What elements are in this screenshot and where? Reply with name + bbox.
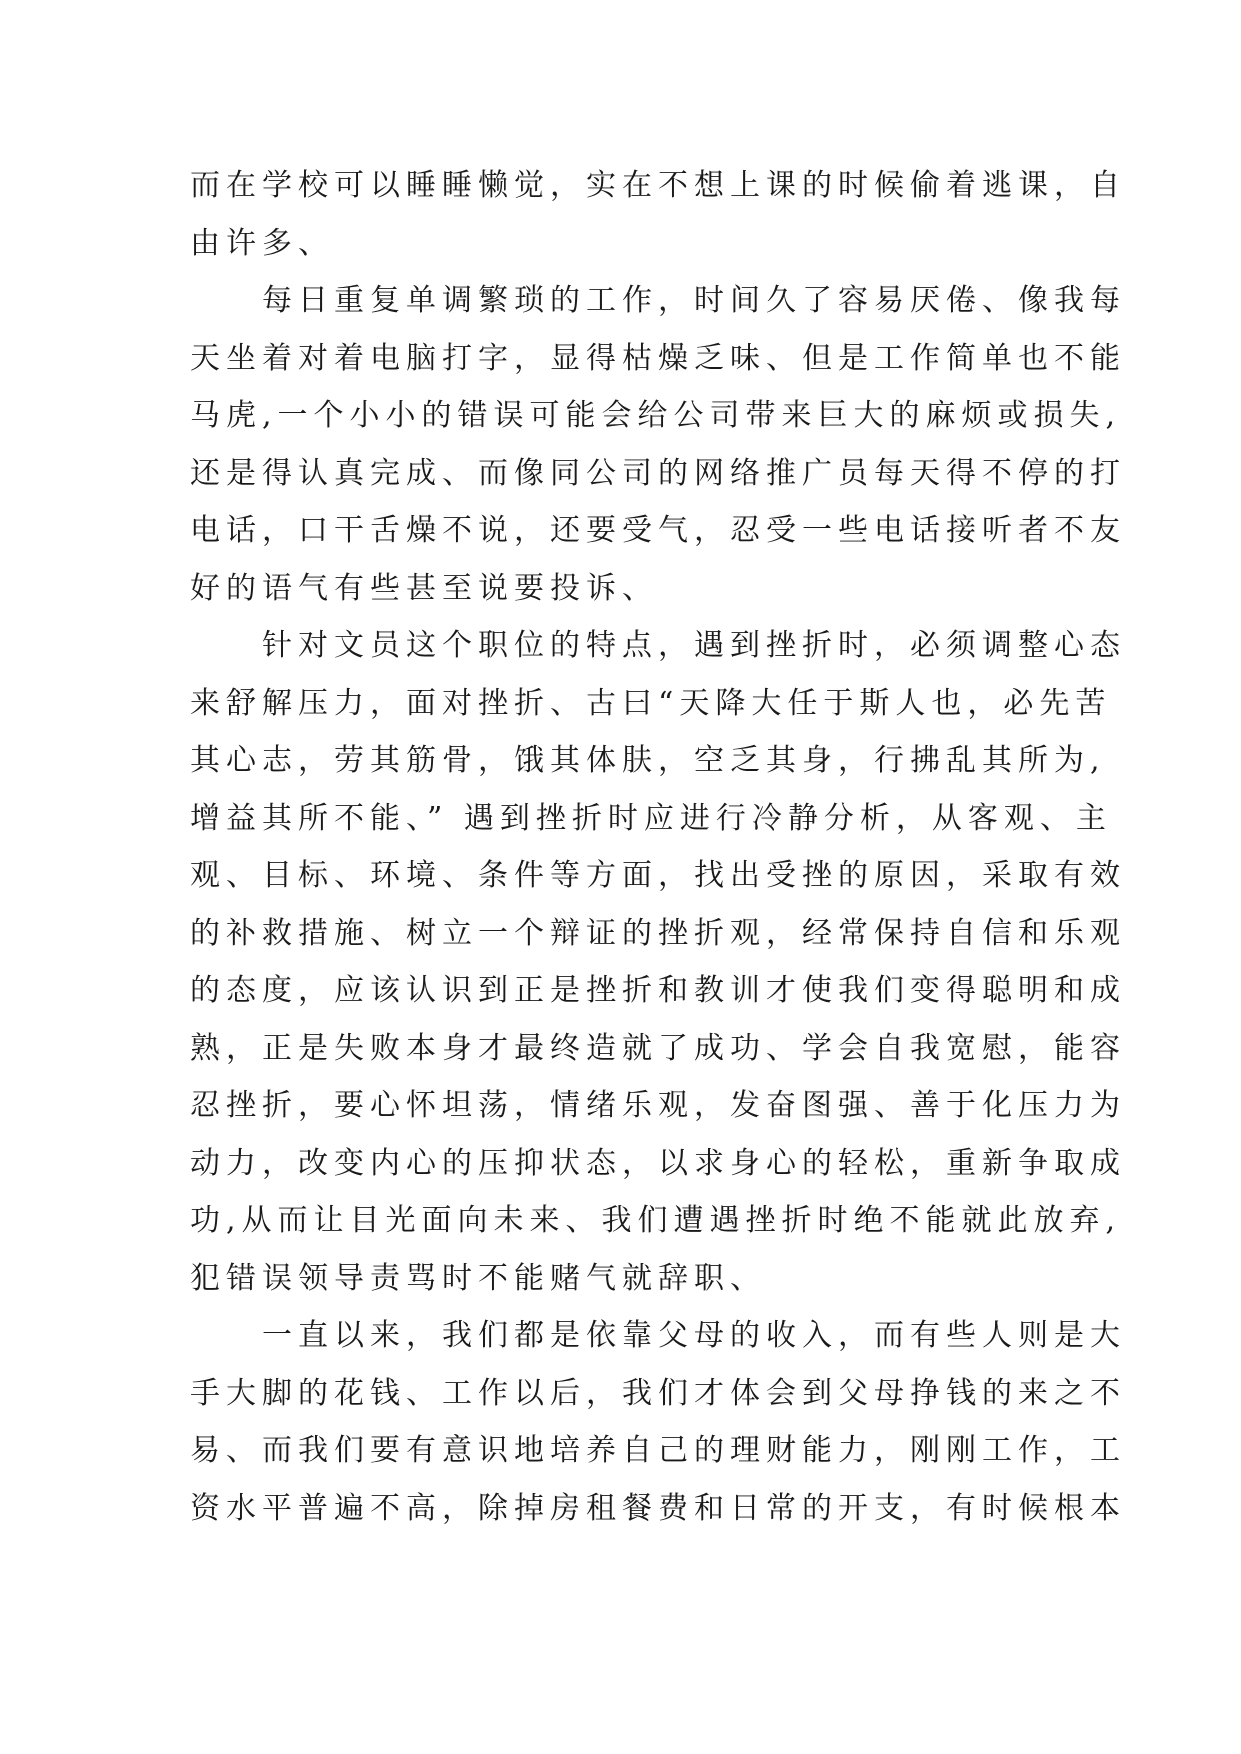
- text-line: 熟，正是失败本身才最终造就了成功、学会自我宽慰，能容: [190, 1030, 1126, 1066]
- text-line: 针对文员这个职位的特点，遇到挫折时，必须调整心态: [190, 628, 1126, 663]
- text-line: 资水平普遍不高，除掉房租餐费和日常的开支，有时候根本: [190, 1490, 1126, 1526]
- text-line: 好的语气有些甚至说要投诉、: [190, 570, 658, 606]
- text-line: 来舒解压力，面对挫折、古曰“天降大任于斯人也，必先苦: [190, 685, 1112, 721]
- text-line: 功,从而让目光面向未来、我们遭遇挫折时绝不能就此放弃,: [190, 1203, 1122, 1238]
- document-body: [190, 157, 1126, 1537]
- text-line: 观、目标、环境、条件等方面，找出受挫的原因，采取有效: [190, 858, 1126, 893]
- text-line: 马虎,一个小小的错误可能会给公司带来巨大的麻烦或损失,: [190, 398, 1122, 433]
- text-line: 犯错误领导责骂时不能赌气就辞职、: [190, 1260, 766, 1296]
- text-line: 的态度，应该认识到正是挫折和教训才使我们变得聪明和成: [190, 973, 1126, 1008]
- text-line: 易、而我们要有意识地培养自己的理财能力，刚刚工作，工: [190, 1433, 1126, 1468]
- text-line: 其心志，劳其筋骨，饿其体肤，空乏其身，行拂乱其所为,: [190, 743, 1106, 778]
- text-line: 忍挫折，要心怀坦荡，情绪乐观，发奋图强、善于化压力为: [190, 1088, 1126, 1123]
- text-line: 天坐着对着电脑打字，显得枯燥乏味、但是工作简单也不能: [190, 340, 1126, 376]
- text-line: 手大脚的花钱、工作以后，我们才体会到父母挣钱的来之不: [190, 1375, 1126, 1411]
- text-line: 一直以来，我们都是依靠父母的收入，而有些人则是大: [190, 1318, 1126, 1353]
- text-line: 每日重复单调繁琐的工作，时间久了容易厌倦、像我每: [190, 283, 1126, 318]
- text-line: 的补救措施、树立一个辩证的挫折观，经常保持自信和乐观: [190, 915, 1126, 951]
- text-line: 由许多、: [190, 225, 334, 261]
- text-line: 还是得认真完成、而像同公司的网络推广员每天得不停的打: [190, 455, 1126, 491]
- text-line: 电话，口干舌燥不说，还要受气，忍受一些电话接听者不友: [190, 513, 1126, 548]
- text-line: 动力，改变内心的压抑状态，以求身心的轻松，重新争取成: [190, 1145, 1126, 1181]
- text-line: 增益其所不能、” 遇到挫折时应进行冷静分析，从客观、主: [190, 800, 1112, 836]
- text-line: 而在学校可以睡睡懒觉，实在不想上课的时候偷着逃课，自: [190, 168, 1126, 203]
